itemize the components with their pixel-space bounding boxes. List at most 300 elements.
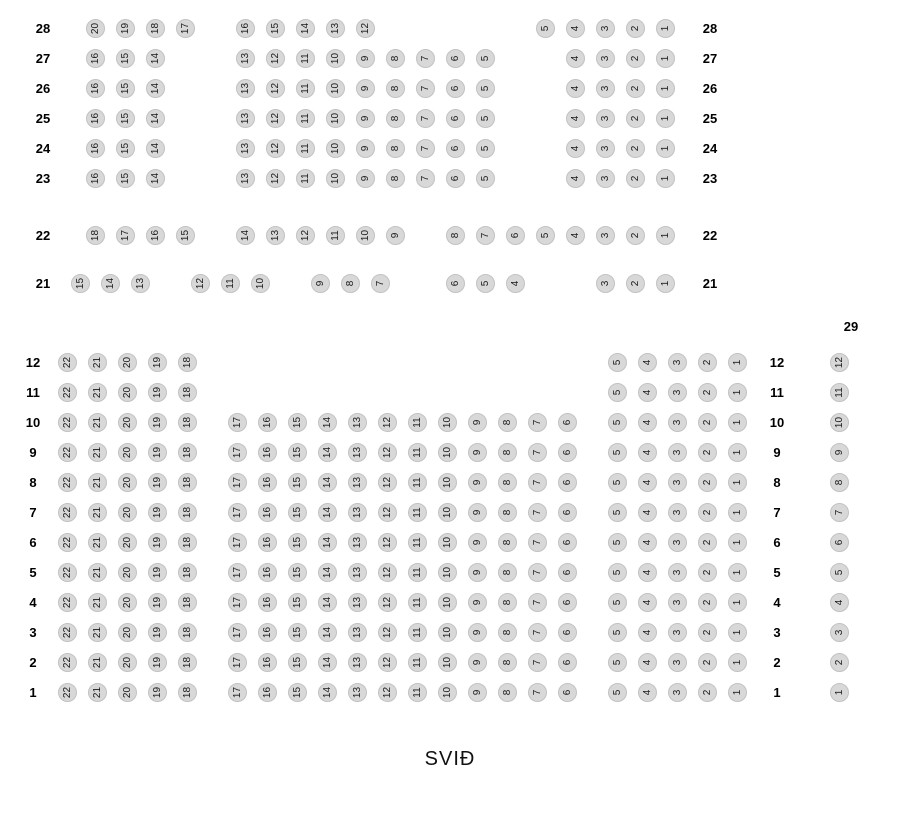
seat[interactable] [118,353,137,372]
seat[interactable] [668,533,687,552]
seat[interactable] [386,79,405,98]
seat[interactable] [258,443,277,462]
seat[interactable] [728,473,747,492]
seat[interactable] [476,49,495,68]
seat[interactable] [88,623,107,642]
seat[interactable] [311,274,330,293]
seat[interactable] [116,49,135,68]
seat[interactable] [656,109,675,128]
seat[interactable] [118,473,137,492]
seat[interactable] [386,169,405,188]
seat[interactable] [296,226,315,245]
seat[interactable] [148,503,167,522]
seat[interactable] [118,503,137,522]
seat[interactable] [296,139,315,158]
seat[interactable] [830,653,849,672]
seat[interactable] [176,19,195,38]
seat[interactable] [258,473,277,492]
seat[interactable] [356,169,375,188]
seat[interactable] [288,413,307,432]
seat[interactable] [728,443,747,462]
seat[interactable] [498,563,517,582]
seat[interactable] [558,503,577,522]
seat[interactable] [228,623,247,642]
seat[interactable] [698,443,717,462]
seat[interactable] [318,413,337,432]
seat[interactable] [356,19,375,38]
seat[interactable] [178,563,197,582]
seat[interactable] [356,79,375,98]
seat[interactable] [178,503,197,522]
seat[interactable] [728,533,747,552]
seat[interactable] [356,109,375,128]
seat[interactable] [58,473,77,492]
seat[interactable] [626,274,645,293]
seat[interactable] [236,169,255,188]
seat[interactable] [348,593,367,612]
seat[interactable] [438,413,457,432]
seat[interactable] [728,413,747,432]
seat[interactable] [638,683,657,702]
seat[interactable] [178,593,197,612]
seat[interactable] [318,443,337,462]
seat[interactable] [438,473,457,492]
seat[interactable] [498,413,517,432]
seat[interactable] [348,563,367,582]
seat[interactable] [416,139,435,158]
seat[interactable] [378,563,397,582]
seat[interactable] [558,443,577,462]
seat[interactable] [88,413,107,432]
seat[interactable] [698,533,717,552]
seat[interactable] [288,443,307,462]
seat[interactable] [58,593,77,612]
seat[interactable] [528,623,547,642]
seat[interactable] [830,533,849,552]
seat[interactable] [148,563,167,582]
seat[interactable] [258,623,277,642]
seat[interactable] [608,683,627,702]
seat[interactable] [668,623,687,642]
seat[interactable] [116,79,135,98]
seat[interactable] [438,653,457,672]
seat[interactable] [830,683,849,702]
seat[interactable] [656,49,675,68]
seat[interactable] [88,593,107,612]
seat[interactable] [656,79,675,98]
seat[interactable] [476,79,495,98]
seat[interactable] [378,683,397,702]
seat[interactable] [148,383,167,402]
seat[interactable] [438,533,457,552]
seat[interactable] [438,503,457,522]
seat[interactable] [638,593,657,612]
seat[interactable] [558,413,577,432]
seat[interactable] [58,683,77,702]
seat[interactable] [118,653,137,672]
seat[interactable] [638,413,657,432]
seat[interactable] [378,413,397,432]
seat[interactable] [221,274,240,293]
seat[interactable] [178,413,197,432]
seat[interactable] [58,533,77,552]
seat[interactable] [438,563,457,582]
seat[interactable] [378,623,397,642]
seat[interactable] [566,79,585,98]
seat[interactable] [348,443,367,462]
seat[interactable] [528,593,547,612]
seat[interactable] [528,473,547,492]
seat[interactable] [228,593,247,612]
seat[interactable] [356,49,375,68]
seat[interactable] [438,623,457,642]
seat[interactable] [558,623,577,642]
seat[interactable] [468,413,487,432]
seat[interactable] [176,226,195,245]
seat[interactable] [608,503,627,522]
seat[interactable] [146,139,165,158]
seat[interactable] [596,19,615,38]
seat[interactable] [698,683,717,702]
seat[interactable] [266,109,285,128]
seat[interactable] [728,623,747,642]
seat[interactable] [656,169,675,188]
seat[interactable] [378,653,397,672]
seat[interactable] [596,139,615,158]
seat[interactable] [416,79,435,98]
seat[interactable] [86,169,105,188]
seat[interactable] [178,683,197,702]
seat[interactable] [638,473,657,492]
seat[interactable] [528,503,547,522]
seat[interactable] [698,503,717,522]
seat[interactable] [698,383,717,402]
seat[interactable] [58,653,77,672]
seat[interactable] [408,413,427,432]
seat[interactable] [626,169,645,188]
seat[interactable] [728,563,747,582]
seat[interactable] [656,19,675,38]
seat[interactable] [668,653,687,672]
seat[interactable] [356,226,375,245]
seat[interactable] [626,49,645,68]
seat[interactable] [58,353,77,372]
seat[interactable] [416,169,435,188]
seat[interactable] [266,169,285,188]
seat[interactable] [348,683,367,702]
seat[interactable] [476,226,495,245]
seat[interactable] [668,473,687,492]
seat[interactable] [348,653,367,672]
seat[interactable] [558,473,577,492]
seat[interactable] [288,623,307,642]
seat[interactable] [596,109,615,128]
seat[interactable] [566,49,585,68]
seat[interactable] [608,413,627,432]
seat[interactable] [608,653,627,672]
seat[interactable] [408,593,427,612]
seat[interactable] [408,443,427,462]
seat[interactable] [318,623,337,642]
seat[interactable] [566,109,585,128]
seat[interactable] [386,139,405,158]
seat[interactable] [88,683,107,702]
seat[interactable] [830,563,849,582]
seat[interactable] [341,274,360,293]
seat[interactable] [131,274,150,293]
seat[interactable] [116,19,135,38]
seat[interactable] [446,79,465,98]
seat[interactable] [386,226,405,245]
seat[interactable] [830,473,849,492]
seat[interactable] [178,443,197,462]
seat[interactable] [668,413,687,432]
seat[interactable] [468,533,487,552]
seat[interactable] [318,473,337,492]
seat[interactable] [228,443,247,462]
seat[interactable] [626,139,645,158]
seat[interactable] [86,49,105,68]
seat[interactable] [830,623,849,642]
seat[interactable] [608,623,627,642]
seat[interactable] [348,413,367,432]
seat[interactable] [638,533,657,552]
seat[interactable] [536,19,555,38]
seat[interactable] [178,353,197,372]
seat[interactable] [596,79,615,98]
seat[interactable] [498,593,517,612]
seat[interactable] [118,623,137,642]
seat[interactable] [468,623,487,642]
seat[interactable] [148,473,167,492]
seat[interactable] [528,653,547,672]
seat[interactable] [101,274,120,293]
seat[interactable] [506,274,525,293]
seat[interactable] [558,563,577,582]
seat[interactable] [566,169,585,188]
seat[interactable] [296,109,315,128]
seat[interactable] [58,383,77,402]
seat[interactable] [626,226,645,245]
seat[interactable] [86,226,105,245]
seat[interactable] [638,383,657,402]
seat[interactable] [446,139,465,158]
seat[interactable] [698,623,717,642]
seat[interactable] [378,533,397,552]
seat[interactable] [468,593,487,612]
seat[interactable] [236,139,255,158]
seat[interactable] [348,623,367,642]
seat[interactable] [266,79,285,98]
seat[interactable] [266,19,285,38]
seat[interactable] [626,79,645,98]
seat[interactable] [288,503,307,522]
seat[interactable] [608,563,627,582]
seat[interactable] [416,109,435,128]
seat[interactable] [288,533,307,552]
seat[interactable] [638,353,657,372]
seat[interactable] [498,683,517,702]
seat[interactable] [728,593,747,612]
seat[interactable] [446,109,465,128]
seat[interactable] [408,683,427,702]
seat[interactable] [408,653,427,672]
seat[interactable] [348,503,367,522]
seat[interactable] [596,226,615,245]
seat[interactable] [86,109,105,128]
seat[interactable] [318,653,337,672]
seat[interactable] [58,413,77,432]
seat[interactable] [498,503,517,522]
seat[interactable] [258,563,277,582]
seat[interactable] [228,503,247,522]
seat[interactable] [638,443,657,462]
seat[interactable] [296,79,315,98]
seat[interactable] [608,533,627,552]
seat[interactable] [191,274,210,293]
seat[interactable] [476,169,495,188]
seat[interactable] [228,563,247,582]
seat[interactable] [608,353,627,372]
seat[interactable] [258,683,277,702]
seat[interactable] [116,169,135,188]
seat[interactable] [88,353,107,372]
seat[interactable] [638,623,657,642]
seat[interactable] [88,443,107,462]
seat[interactable] [148,623,167,642]
seat[interactable] [288,473,307,492]
seat[interactable] [148,353,167,372]
seat[interactable] [296,169,315,188]
seat[interactable] [118,413,137,432]
seat[interactable] [728,353,747,372]
seat[interactable] [58,563,77,582]
seat[interactable] [88,473,107,492]
seat[interactable] [596,49,615,68]
seat[interactable] [326,79,345,98]
seat[interactable] [566,139,585,158]
seat[interactable] [228,533,247,552]
seat[interactable] [118,593,137,612]
seat[interactable] [698,413,717,432]
seat[interactable] [408,533,427,552]
seat[interactable] [118,533,137,552]
seat[interactable] [348,533,367,552]
seat[interactable] [118,443,137,462]
seat[interactable] [236,49,255,68]
seat[interactable] [326,169,345,188]
seat[interactable] [468,503,487,522]
seat[interactable] [528,533,547,552]
seat[interactable] [438,443,457,462]
seat[interactable] [498,653,517,672]
seat[interactable] [116,139,135,158]
seat[interactable] [830,383,849,402]
seat[interactable] [266,139,285,158]
seat[interactable] [58,503,77,522]
seat[interactable] [408,623,427,642]
seat[interactable] [258,533,277,552]
seat[interactable] [236,226,255,245]
seat[interactable] [468,473,487,492]
seat[interactable] [566,226,585,245]
seat[interactable] [58,443,77,462]
seat[interactable] [71,274,90,293]
seat[interactable] [88,563,107,582]
seat[interactable] [348,473,367,492]
seat[interactable] [228,683,247,702]
seat[interactable] [498,443,517,462]
seat[interactable] [148,653,167,672]
seat[interactable] [88,653,107,672]
seat[interactable] [408,503,427,522]
seat[interactable] [558,653,577,672]
seat[interactable] [178,473,197,492]
seat[interactable] [146,169,165,188]
seat[interactable] [528,563,547,582]
seat[interactable] [536,226,555,245]
seat[interactable] [118,683,137,702]
seat[interactable] [258,503,277,522]
seat[interactable] [326,19,345,38]
seat[interactable] [608,473,627,492]
seat[interactable] [88,533,107,552]
seat[interactable] [146,79,165,98]
seat[interactable] [146,49,165,68]
seat[interactable] [258,413,277,432]
seat[interactable] [446,226,465,245]
seat[interactable] [116,109,135,128]
seat[interactable] [296,19,315,38]
seat[interactable] [288,683,307,702]
seat[interactable] [318,563,337,582]
seat[interactable] [698,563,717,582]
seat[interactable] [148,593,167,612]
seat[interactable] [326,109,345,128]
seat[interactable] [58,623,77,642]
seat[interactable] [228,473,247,492]
seat[interactable] [468,653,487,672]
seat[interactable] [378,503,397,522]
seat[interactable] [386,49,405,68]
seat[interactable] [146,109,165,128]
seat[interactable] [296,49,315,68]
seat[interactable] [266,49,285,68]
seat[interactable] [498,473,517,492]
seat[interactable] [558,533,577,552]
seat[interactable] [438,593,457,612]
seat[interactable] [498,533,517,552]
seat[interactable] [236,109,255,128]
seat[interactable] [386,109,405,128]
seat[interactable] [251,274,270,293]
seat[interactable] [528,413,547,432]
seat[interactable] [468,443,487,462]
seat[interactable] [178,623,197,642]
seat[interactable] [408,563,427,582]
seat[interactable] [656,139,675,158]
seat[interactable] [698,473,717,492]
seat[interactable] [608,443,627,462]
seat[interactable] [86,79,105,98]
seat[interactable] [668,383,687,402]
seat[interactable] [668,563,687,582]
seat[interactable] [728,683,747,702]
seat[interactable] [656,226,675,245]
seat[interactable] [228,653,247,672]
seat[interactable] [118,563,137,582]
seat[interactable] [446,169,465,188]
